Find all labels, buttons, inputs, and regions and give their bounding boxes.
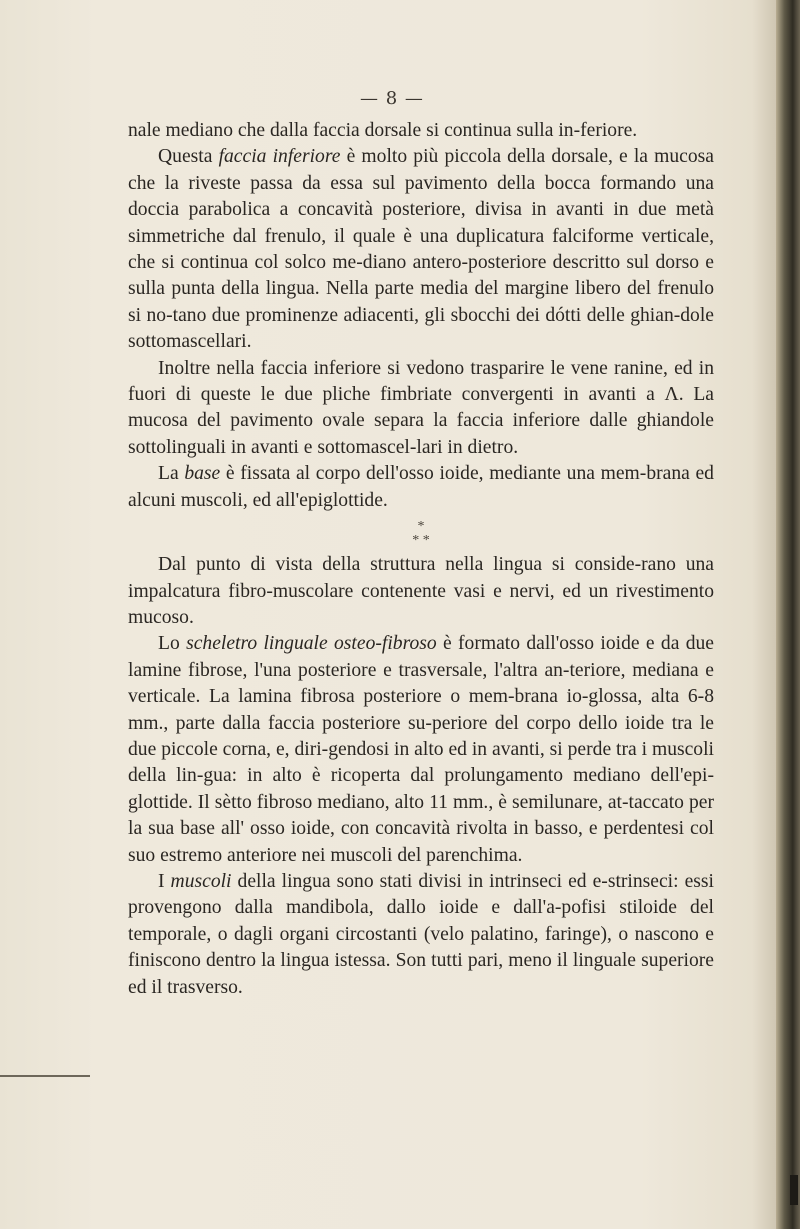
body-text — [128, 118, 714, 1001]
asterisk-top: * — [417, 519, 425, 535]
book-binding-edge — [776, 0, 800, 1229]
paragraph-text: è formato dall'osso ioide e da due lamine fibrose, l'una posteriore e trasversale, l'altra an-teriore, mediana e verticale. La lamina fibrosa posteriore o mem-brana io-glossa, alta 6-8 mm., parte dalla faccia posteriore su-periore del corpo dello ioide tra le due piccole corna, e, diri-gendosi in alto ed in avanti, si perde tra i muscoli della lin-gua: in alto è ricoperta dal prolungamento mediano dell'epi-glottide. Il sètto fibroso mediano, alto 11 mm., è semilunare, at-taccato per la sua base all' osso ioide, con concavità rivolta in basso, e perdentesi col suo estremo anteriore nei muscoli del parenchima. — [128, 633, 714, 866]
paragraph — [128, 356, 714, 462]
paragraph — [128, 461, 714, 514]
paragraph — [128, 869, 714, 1001]
paragraph-text: I — [158, 870, 171, 892]
italic-term: faccia inferiore — [218, 146, 341, 168]
edge-mark — [790, 1175, 798, 1205]
page-number: — 8 — — [360, 88, 424, 109]
italic-term: muscoli — [170, 870, 232, 892]
section-separator — [128, 520, 714, 548]
italic-term: scheletro linguale osteo-fibroso — [186, 633, 437, 655]
paragraph-text: Inoltre nella faccia inferiore si vedono trasparire le vene ranine, ed in fuori di queste le due pliche fimbriate convergenti in avanti a Λ. La mucosa del pavimento ovale separa la faccia inferiore dalle ghiandole sottolinguali in avanti e sottomascel-lari in dietro. — [128, 357, 714, 458]
paragraph — [128, 631, 714, 869]
paragraph-text: è fissata al corpo dell'osso ioide, mediante una mem-brana ed alcuni muscoli, ed all'epiglottide. — [128, 463, 714, 511]
paragraph — [128, 118, 714, 144]
paragraph-text: è molto più piccola della dorsale, e la mucosa che la riveste passa da essa sul pavimento della bocca formando una doccia parabolica a concavità posteriore, divisa in avanti in due metà simmetriche dal frenulo, il quale è una duplicatura falciforme verticale, che si continua col solco me-diano antero-posteriore descritto sul dorso e sulla punta della lingua. Nella parte media del margine libero del frenulo si no-tano due prominenze adiacenti, gli sbocchi dei dótti delle ghian-dole sottomascellari. — [128, 146, 714, 353]
margin-rule — [0, 1075, 90, 1077]
paragraph-text: Dal punto di vista della struttura nella lingua si conside-rano una impalcatura fibro-muscolare contenente vasi e nervi, ed un rivestimento mucoso. — [128, 554, 714, 628]
paragraph-text: Lo — [158, 633, 187, 655]
italic-term: base — [184, 463, 221, 485]
paragraph-text: nale mediano che dalla faccia dorsale si continua sulla in-feriore. — [128, 120, 638, 141]
paragraph — [128, 144, 714, 355]
paragraph-text: La — [158, 463, 185, 485]
asterisk-bottom: * * — [412, 533, 430, 549]
paragraph — [128, 552, 714, 631]
paragraph-text: Questa — [158, 146, 219, 168]
paragraph-text: della lingua sono stati divisi in intrinseci ed e-strinseci: essi provengono dalla mandibola, dallo ioide e dall'a-pofisi stiloide del temporale, o dagli organi circostanti (velo palatino, faringe), o nascono e finiscono dentro la lingua istessa. Son tutti pari, meno il linguale superiore ed il trasverso. — [128, 870, 714, 998]
